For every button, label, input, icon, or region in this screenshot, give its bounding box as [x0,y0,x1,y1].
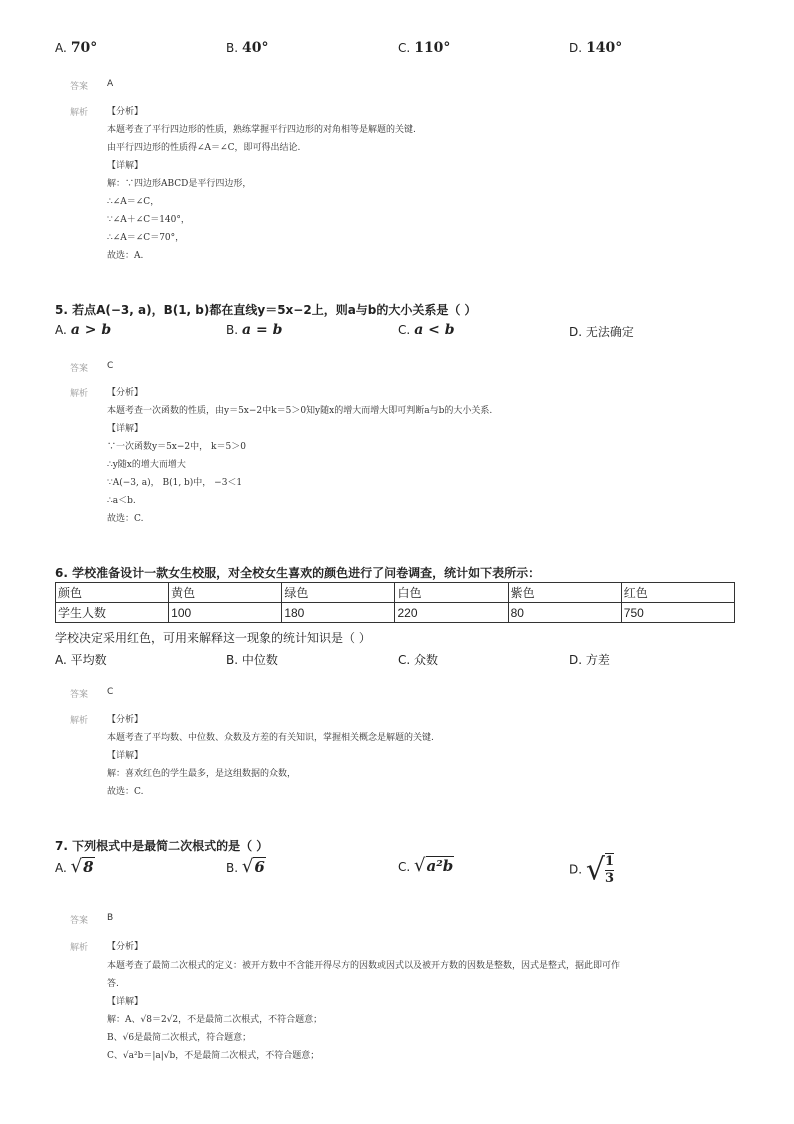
q6-option-d[interactable]: D. 方差 [569,653,610,667]
q7-answer-label: 答案 [70,916,89,926]
q6-answer: C [107,687,114,697]
q4-line: 【详解】 [107,161,144,171]
table-cell: 紫色 [508,583,621,603]
q6-line: 解：喜欢红色的学生最多，是这组数据的众数， [107,769,297,779]
q4-line: ∴∠A＝∠C＝70°， [107,233,185,243]
q6-option-b[interactable]: B. 中位数 [226,653,278,667]
q6-color-table [55,582,735,623]
q7-line: 【分析】 [107,942,144,952]
sqrt-symbol: √8 [70,856,94,877]
q5-option-b[interactable]: B. a = b [226,322,283,338]
sqrt-symbol: √ $\frac{1}{3}$ [585,852,615,887]
table-cell: 颜色 [56,583,169,603]
q6-stem-2: 学校决定采用红色，可用来解释这一现象的统计知识是（ ） [55,631,371,645]
q4-line: ∴∠A＝∠C， [107,197,160,207]
q5-line: 故选：C. [107,514,144,524]
q5-stem: 5. 若点A(−3, a)，B(1, b)都在直线y＝5x−2上，则a与b的大小关系是（ ） [55,303,477,317]
sqrt-symbol: √6 [241,856,265,877]
q4-option-b[interactable]: B. 40° [226,40,269,56]
q5-answer: C [107,361,114,371]
q4-option-d[interactable]: D. 140° [569,40,623,56]
q4-answer-label: 答案 [70,82,89,92]
q7-line: B、√6是最简二次根式，符合题意； [107,1033,252,1043]
q6-stem: 6. 学校准备设计一款女生校服，对全校女生喜欢的颜色进行了问卷调查，统计如下表所示： [55,566,541,580]
q4-option-a[interactable]: A. 70° [55,40,98,56]
q5-line: ∴a＜b. [107,496,136,506]
q4-line: 故选：A. [107,251,144,261]
q4-line: 本题考查了平行四边形的性质，熟练掌握平行四边形的对角相等是解题的关键. [107,125,416,135]
table-cell: 白色 [395,583,508,603]
q4-line: 由平行四边形的性质得∠A＝∠C，即可得出结论. [107,143,301,153]
q7-answer: B [107,913,114,923]
q7-line: 本题考查了最简二次根式的定义：被开方数中不含能开得尽方的因数或因式以及被开方数的因数是整数，因式是整式，据此即可作 [107,961,621,971]
table-row [56,603,735,623]
table-cell: 红色 [621,583,734,603]
q5-line: ∴y随x的增大而增大 [107,460,186,470]
table-header-row [56,583,735,603]
q7-option-b[interactable]: B. √6 [226,856,265,877]
q4-analysis-label: 解析 [70,108,89,118]
q4-line: 【分析】 [107,107,144,117]
q6-line: 本题考查了平均数、中位数、众数及方差的有关知识，掌握相关概念是解题的关键. [107,733,434,743]
table-cell: 750 [621,603,734,623]
q7-line: C、√a²b＝|a|√b，不是最简二次根式，不符合题意； [107,1051,320,1061]
q5-analysis-label: 解析 [70,389,89,399]
q4-line: ∵∠A＋∠C＝140°， [107,215,190,225]
q7-option-d[interactable]: D. √ $\frac{1}{3}$ [569,852,615,887]
q4-line: 解：∵四边形ABCD是平行四边形， [107,179,252,189]
q5-line: 本题考查一次函数的性质，由y＝5x−2中k＝5＞0知y随x的增大而增大即可判断a与b的大小关系. [107,406,493,416]
q7-option-c[interactable]: C. √a²b [398,855,454,876]
table-cell: 220 [395,603,508,623]
q5-option-a[interactable]: A. a > b [55,322,112,338]
q6-line: 故选：C. [107,787,144,797]
q7-line: 答. [107,979,119,989]
q4-option-c[interactable]: C. 110° [398,40,451,56]
q5-line: ∵一次函数y＝5x−2中， k＝5＞0 [107,442,246,452]
q5-option-c[interactable]: C. a < b [398,322,455,338]
q5-line: 【分析】 [107,388,144,398]
table-cell: 80 [508,603,621,623]
q7-analysis-label: 解析 [70,943,89,953]
q7-stem: 7. 下列根式中是最简二次根式的是（ ） [55,839,269,853]
q6-line: 【分析】 [107,715,144,725]
q7-line: 【详解】 [107,997,144,1007]
q6-option-a[interactable]: A. 平均数 [55,653,107,667]
q6-answer-label: 答案 [70,690,89,700]
q5-answer-label: 答案 [70,364,89,374]
table-cell: 绿色 [282,583,395,603]
q5-line: 【详解】 [107,424,144,434]
q5-option-d[interactable]: D. 无法确定 [569,325,634,339]
sqrt-symbol: √a²b [414,855,454,876]
q5-line: ∵A(−3, a)， B(1, b)中， −3＜1 [107,478,243,488]
table-cell: 黄色 [169,583,282,603]
table-cell: 180 [282,603,395,623]
q4-answer: A [107,79,114,89]
q6-option-c[interactable]: C. 众数 [398,653,439,667]
q7-line: 解：A、√8＝2√2，不是最简二次根式，不符合题意； [107,1015,323,1025]
table-cell: 100 [169,603,282,623]
q6-analysis-label: 解析 [70,716,89,726]
q6-line: 【详解】 [107,751,144,761]
table-cell: 学生人数 [56,603,169,623]
q7-option-a[interactable]: A. √8 [55,856,94,877]
